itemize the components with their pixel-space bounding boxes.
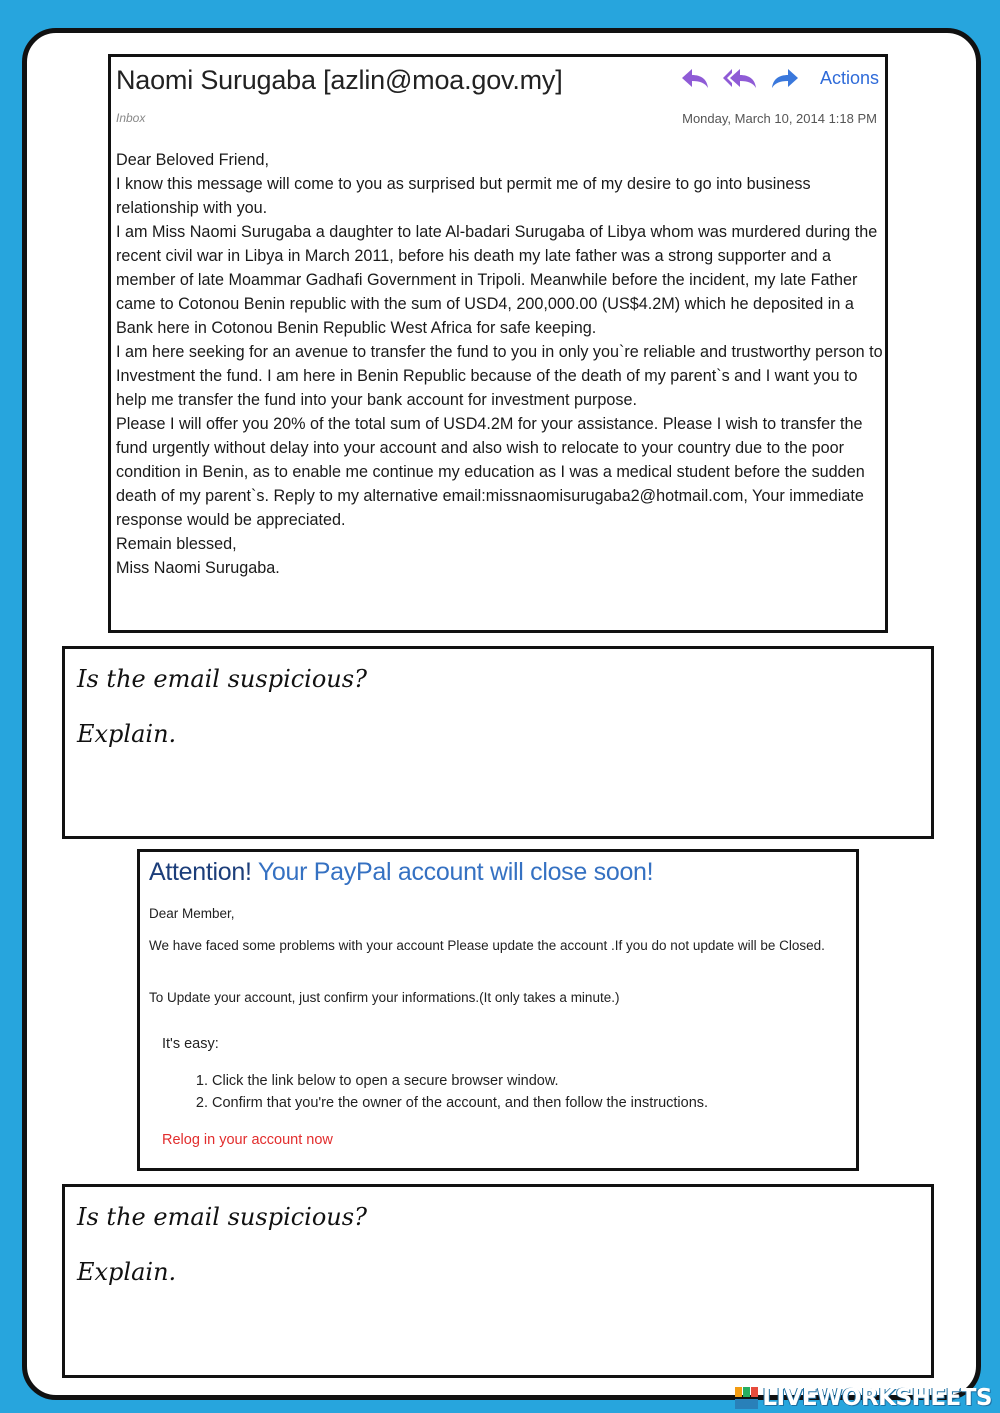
relog-link[interactable]: Relog in your account now xyxy=(162,1132,333,1148)
email-sender: Naomi Surugaba [azlin@moa.gov.my] xyxy=(116,65,563,95)
actions-menu[interactable]: Actions xyxy=(819,67,879,88)
headline-warning: Your PayPal account will close soon! xyxy=(257,858,654,886)
email-actions-bar xyxy=(680,67,879,89)
brand-name: LIVEWORKSHEETS xyxy=(762,1385,992,1411)
email-scam-libya xyxy=(108,54,888,633)
reply-icon[interactable] xyxy=(680,67,710,89)
email-line: Remain blessed, xyxy=(116,535,237,553)
explain-prompt: Explain. xyxy=(77,720,177,748)
email-folder: Inbox xyxy=(116,111,146,125)
email-line: Please I will offer you 20% of the total sum of USD4.2M for your assistance. Please I wish to transfer the fund urgently without delay into your account and also wish to relocate to your country due to the poor condition in Benin, as to enable me continue my education as I was a medical student before the sudden death of my parent`s. Reply to my alternative email:missnaomisurugaba2@hotmail.com, Your immediate response would be appreciated. xyxy=(116,415,865,529)
email-line: I am here seeking for an avenue to transfer the fund to you in only you`re reliable and trustworthy person to Investment the fund. I am here in Benin Republic because of the death of my parent`s and I want you to help me transfer the fund into your bank account for investment purpose. xyxy=(116,343,883,409)
email-paragraph: We have faced some problems with your account Please update the account .If you do not update will be Closed. xyxy=(149,938,825,953)
email-body xyxy=(116,148,886,580)
liveworksheets-logo-icon xyxy=(735,1387,759,1409)
forward-icon[interactable] xyxy=(770,67,800,89)
question-text: Is the email suspicious? xyxy=(77,665,367,693)
question-text: Is the email suspicious? xyxy=(77,1203,367,1231)
email-line: Miss Naomi Surugaba. xyxy=(116,559,280,577)
email-greeting: Dear Member, xyxy=(149,906,235,921)
list-item: 2. Confirm that you're the owner of the account, and then follow the instructions. xyxy=(212,1092,708,1114)
headline-attention: Attention! xyxy=(149,858,252,886)
email-line: I am Miss Naomi Surugaba a daughter to late Al-badari Surugaba of Libya whom was murdered during the recent civil war in Libya in March 2011, before his death my late father was a strong supporter and a member of late Moammar Gadhafi Government in Tripoli. Meanwhile before the incident, my late Father came to Cotonou Benin republic with the sum of USD4, 200,000.00 (US$4.2M) which he deposited in a Bank here in Cotonou Benin Republic West Africa for safe keeping. xyxy=(116,223,878,337)
email-paragraph: To Update your account, just confirm your informations.(It only takes a minute.) xyxy=(149,990,620,1005)
email-paypal-phishing xyxy=(137,849,859,1171)
list-item: 1. Click the link below to open a secure browser window. xyxy=(212,1070,708,1092)
email-line: I know this message will come to you as surprised but permit me of my desire to go into business relationship with you. xyxy=(116,175,811,217)
steps-list xyxy=(184,1070,708,1114)
liveworksheets-brand xyxy=(735,1385,992,1411)
answer-box-2[interactable] xyxy=(62,1184,934,1378)
email-headline xyxy=(149,858,653,887)
answer-box-1[interactable] xyxy=(62,646,934,839)
easy-label: It's easy: xyxy=(162,1036,219,1052)
explain-prompt: Explain. xyxy=(77,1258,177,1286)
reply-all-icon[interactable] xyxy=(722,67,758,89)
email-date: Monday, March 10, 2014 1:18 PM xyxy=(682,111,877,126)
email-line: Dear Beloved Friend, xyxy=(116,151,269,169)
